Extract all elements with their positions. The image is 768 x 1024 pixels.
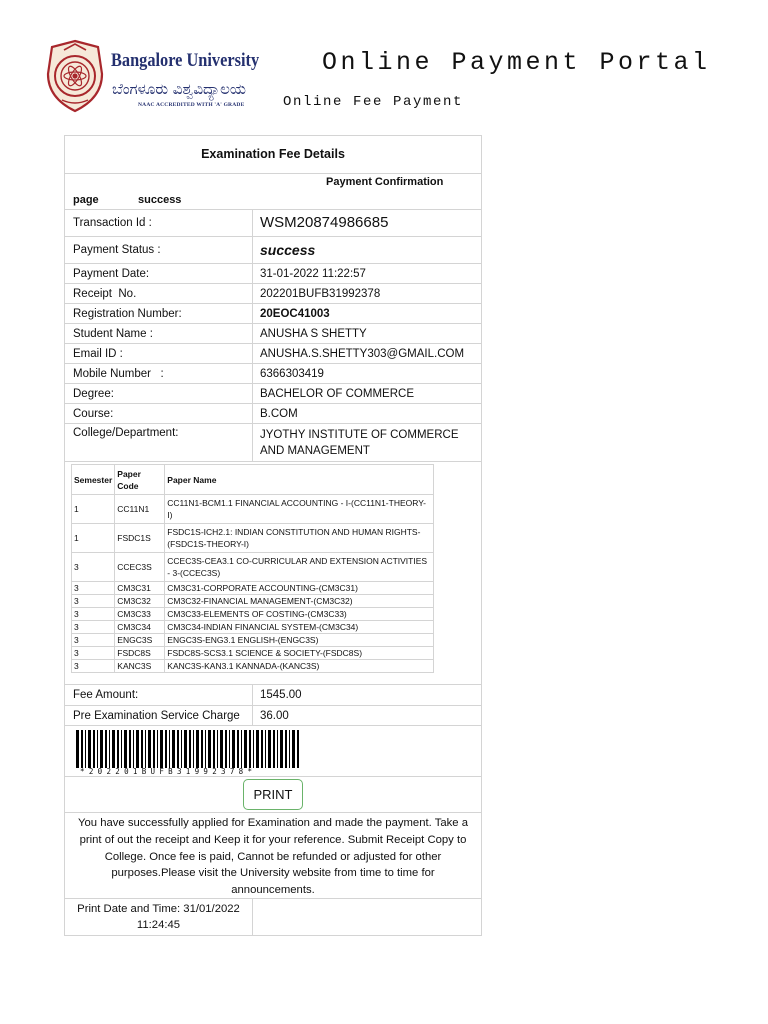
degree-row	[65, 384, 481, 404]
paper-code: CM3C32	[115, 595, 165, 608]
paper-semester: 3	[72, 634, 115, 647]
payment-date-label: Payment Date:	[65, 264, 253, 283]
email-value: ANUSHA.S.SHETTY303@GMAIL.COM	[260, 347, 465, 360]
fee-amount-row	[65, 685, 481, 706]
barcode-image	[76, 730, 302, 768]
paper-row	[72, 495, 434, 524]
print-row	[65, 777, 481, 813]
paper-row	[72, 553, 434, 582]
paper-semester: 1	[72, 524, 115, 553]
papers-section	[65, 462, 481, 685]
receipt-no-row	[65, 284, 481, 304]
paper-name: CCEC3S-CEA3.1 CO-CURRICULAR AND EXTENSION ACTIVITIES - 3-(CCEC3S)	[165, 553, 434, 582]
receipt-no-value: 202201BUFB31992378	[260, 287, 381, 300]
page-status: success	[138, 194, 182, 206]
paper-code: CCEC3S	[115, 553, 165, 582]
paper-semester: 3	[72, 553, 115, 582]
paper-semester: 3	[72, 647, 115, 660]
registration-row	[65, 304, 481, 324]
payment-status-row	[65, 237, 481, 264]
paper-name: CM3C32-FINANCIAL MANAGEMENT-(CM3C32)	[165, 595, 434, 608]
payment-date-value: 31-01-2022 11:22:57	[260, 267, 366, 280]
paper-row	[72, 647, 434, 660]
paper-row	[72, 582, 434, 595]
barcode-row	[65, 726, 481, 777]
university-name: Bangalore University	[111, 50, 260, 71]
paper-semester: 3	[72, 608, 115, 621]
paper-name: KANC3S-KAN3.1 KANNADA-(KANC3S)	[165, 660, 434, 673]
paper-semester: 3	[72, 660, 115, 673]
student-name-value: ANUSHA S SHETTY	[260, 327, 367, 340]
confirmation-heading: Payment Confirmation	[326, 176, 444, 188]
degree-label: Degree:	[65, 384, 253, 403]
paper-name: CM3C34-INDIAN FINANCIAL SYSTEM-(CM3C34)	[165, 621, 434, 634]
paper-row	[72, 524, 434, 553]
receipt-no-label: Receipt No.	[65, 284, 253, 303]
payment-status-label: Payment Status :	[65, 237, 253, 263]
paper-name: CM3C31-CORPORATE ACCOUNTING-(CM3C31)	[165, 582, 434, 595]
print-button[interactable]: PRINT	[243, 779, 303, 810]
fee-details-panel	[64, 135, 482, 936]
college-label: College/Department:	[65, 424, 253, 461]
college-row	[65, 424, 481, 462]
portal-subtitle: Online Fee Payment	[283, 94, 464, 110]
email-label: Email ID :	[65, 344, 253, 363]
paper-name: CM3C33-ELEMENTS OF COSTING-(CM3C33)	[165, 608, 434, 621]
university-logo	[42, 38, 272, 118]
print-datetime: Print Date and Time: 31/01/2022 11:24:45	[65, 899, 253, 935]
barcode-text: *202201BUFB31992378*	[80, 767, 257, 776]
print-datetime-row	[65, 899, 481, 935]
column-header-paper-code: Paper Code	[115, 465, 165, 495]
fee-amount-label: Fee Amount:	[65, 685, 253, 705]
column-header-semester: Semester	[72, 465, 115, 495]
paper-semester: 3	[72, 582, 115, 595]
fee-amount-value: 1545.00	[260, 689, 302, 701]
paper-code: CM3C31	[115, 582, 165, 595]
university-name-kannada: ಬೆಂಗಳೂರು ವಿಶ್ವವಿದ್ಯಾಲಯ	[112, 80, 246, 98]
column-header-paper-name: Paper Name	[165, 465, 434, 495]
page-label: page	[73, 194, 99, 206]
paper-name: CC11N1-BCM1.1 FINANCIAL ACCOUNTING - I-(CC11N1-THEORY-I)	[165, 495, 434, 524]
transaction-id-value: WSM20874986685	[260, 214, 389, 231]
service-charge-label: Pre Examination Service Charge	[65, 706, 253, 725]
paper-semester: 1	[72, 495, 115, 524]
email-row	[65, 344, 481, 364]
accreditation-text: NAAC ACCREDITED WITH 'A' GRADE	[138, 102, 245, 108]
confirmation-row	[65, 174, 481, 210]
course-value: B.COM	[260, 407, 298, 420]
registration-value: 20EOC41003	[260, 307, 330, 320]
payment-status-value: success	[260, 242, 316, 258]
paper-code: KANC3S	[115, 660, 165, 673]
paper-row	[72, 660, 434, 673]
college-value: JYOTHY INSTITUTE OF COMMERCE AND MANAGEMENT	[260, 428, 459, 457]
paper-row	[72, 595, 434, 608]
papers-header-row	[72, 465, 434, 495]
degree-value: BACHELOR OF COMMERCE	[260, 387, 414, 400]
portal-title: Online Payment Portal	[322, 48, 711, 77]
paper-name: FSDC1S-ICH2.1: INDIAN CONSTITUTION AND HUMAN RIGHTS-(FSDC1S-THEORY-I)	[165, 524, 434, 553]
paper-semester: 3	[72, 595, 115, 608]
transaction-id-label: Transaction Id :	[65, 210, 253, 236]
paper-code: FSDC1S	[115, 524, 165, 553]
service-charge-value: 36.00	[260, 709, 289, 722]
paper-code: FSDC8S	[115, 647, 165, 660]
paper-row	[72, 621, 434, 634]
paper-code: CM3C34	[115, 621, 165, 634]
paper-name: FSDC8S-SCS3.1 SCIENCE & SOCIETY-(FSDC8S)	[165, 647, 434, 660]
paper-row	[72, 634, 434, 647]
transaction-id-row	[65, 210, 481, 237]
service-charge-row	[65, 706, 481, 726]
paper-name: ENGC3S-ENG3.1 ENGLISH-(ENGC3S)	[165, 634, 434, 647]
mobile-row	[65, 364, 481, 384]
course-row	[65, 404, 481, 424]
mobile-label: Mobile Number :	[65, 364, 253, 383]
payment-date-row	[65, 264, 481, 284]
paper-semester: 3	[72, 621, 115, 634]
registration-label: Registration Number:	[65, 304, 253, 323]
mobile-value: 6366303419	[260, 367, 324, 380]
paper-code: ENGC3S	[115, 634, 165, 647]
student-name-label: Student Name :	[65, 324, 253, 343]
section-title: Examination Fee Details	[65, 136, 481, 174]
paper-row	[72, 608, 434, 621]
paper-code: CM3C33	[115, 608, 165, 621]
confirmation-note: You have successfully applied for Examination and made the payment. Take a print of out the receipt and Keep it for your reference. Submit Receipt Copy to College. Once fee is paid, Cannot be refunded or adjusted for other purposes.Please visit the University website from time to time for announcements.	[65, 813, 481, 899]
paper-code: CC11N1	[115, 495, 165, 524]
course-label: Course:	[65, 404, 253, 423]
student-name-row	[65, 324, 481, 344]
papers-table	[71, 464, 434, 673]
university-seal-icon	[42, 38, 108, 114]
